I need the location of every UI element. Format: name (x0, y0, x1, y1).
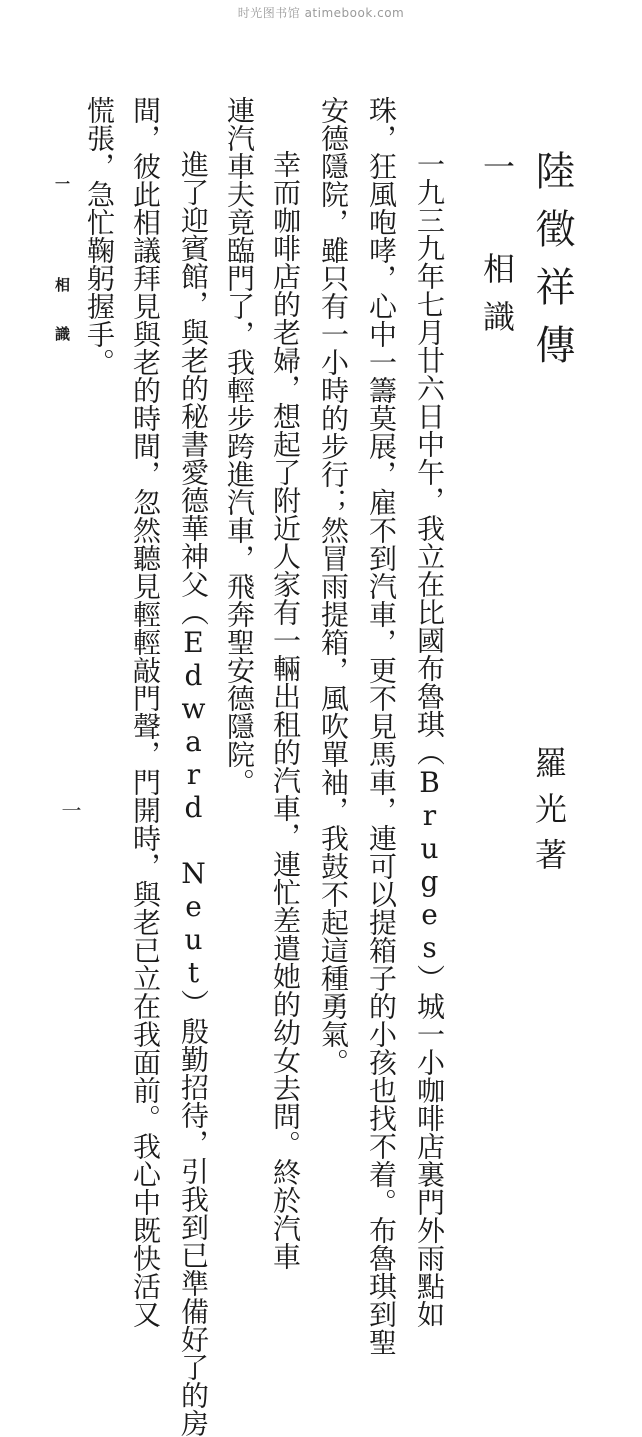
author-line: 羅光著 (530, 746, 568, 884)
chapter-heading: 一 相識 (478, 150, 516, 348)
page-number: 一 (58, 800, 82, 820)
paragraph-2-cont: 連汽車夫竟臨門了，我輕步跨進汽車，飛奔聖安德隱院。 (223, 96, 256, 796)
paragraph-3-cont-a: 間，彼此相議拜見與老的時間，忽然聽見輕輕敲門聲，門開時，與老已立在我面前。我心中既快活又 (129, 96, 162, 1328)
paragraph-1: 一九三九年七月廿六日中午，我立在比國布魯琪（Bruges）城一小咖啡店裏門外雨點如 (413, 150, 446, 1328)
paragraph-3-cont-b: 慌張，急忙鞠躬握手。 (83, 96, 116, 376)
paragraph-1-cont-a: 珠，狂風咆哮，心中一籌莫展，雇不到汽車，更不見馬車，連可以提箱子的小孩也找不着。布魯琪到聖 (365, 96, 398, 1356)
paragraph-2: 幸而咖啡店的老婦，想起了附近人家有一輛出租的汽車，連忙差遣她的幼女去問。終於汽車 (269, 150, 302, 1270)
paragraph-1-cont-b: 安德隱院，雖只有一小時的步行；然冒雨提箱，風吹單袖，我鼓不起這種勇氣。 (317, 96, 350, 1076)
book-title: 陸徵祥傳 (529, 150, 575, 382)
watermark: 时光图书馆 atimebook.com (237, 6, 405, 20)
running-head: 一 相識 (53, 176, 71, 375)
paragraph-3: 進了迎賓館，與老的秘書愛德華神父（Edward Neut）殷勤招待，引我到已準備好了的房 (177, 150, 210, 1437)
